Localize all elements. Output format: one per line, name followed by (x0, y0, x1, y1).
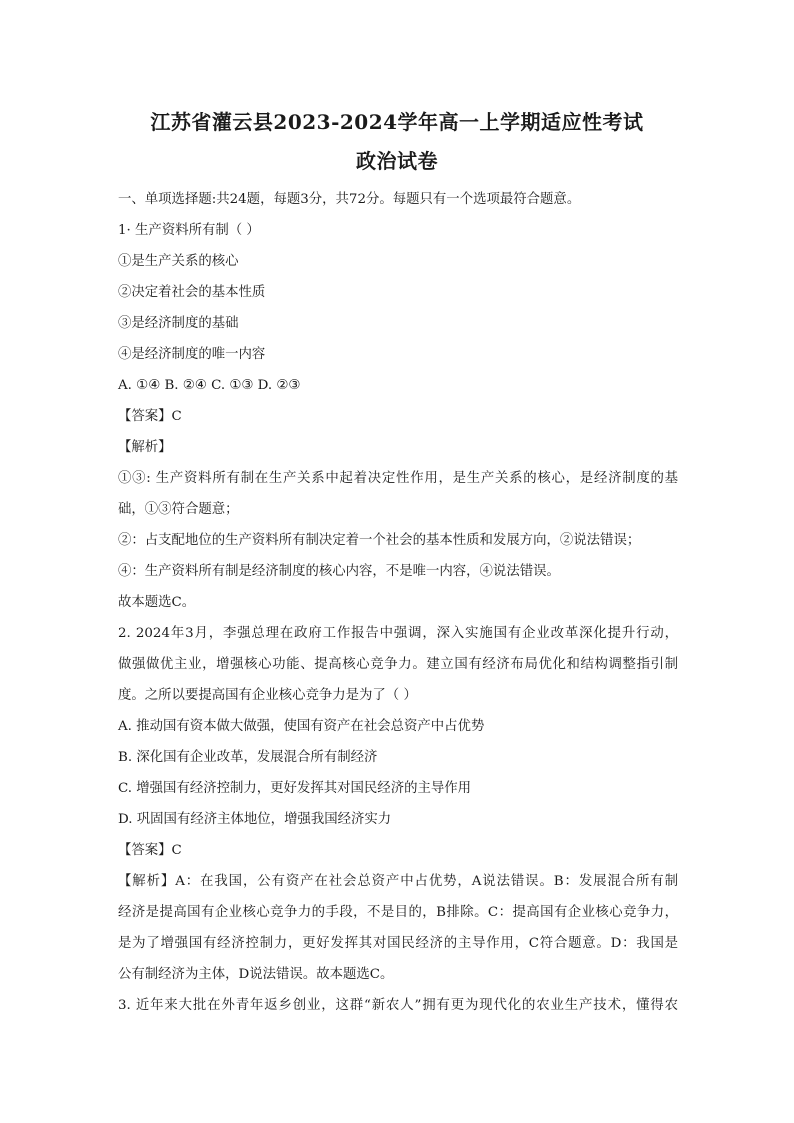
question-1-stem: 1· 生产资料所有制（ ） (118, 223, 260, 238)
question-1-item-1: ①是生产关系的核心 (118, 254, 239, 269)
question-3-stem: 3. 近年来大批在外青年返乡创业，这群“新农人”拥有更为现代化的农业生产技术，懂得农 (118, 998, 678, 1013)
question-1-item-4: ④是经济制度的唯一内容 (118, 347, 266, 362)
question-2-analysis: 公有制经济为主体，D说法错误。故本题选C。 (118, 967, 394, 982)
question-2-stem: 度。之所以要提高国有企业核心竞争力是为了（ ） (118, 688, 417, 703)
question-1-analysis-line: 础，①③符合题意； (118, 502, 239, 517)
question-1-item-3: ③是经济制度的基础 (118, 316, 239, 331)
question-2-answer: 【答案】C (118, 843, 182, 858)
question-2-option-c: C. 增强国有经济控制力，更好发挥其对国民经济的主导作用 (118, 781, 472, 796)
section-heading: 一、单项选择题:共24题，每题3分，共72分。每题只有一个选项最符合题意。 (118, 192, 581, 207)
question-2-stem: 2. 2024年3月，李强总理在政府工作报告中强调，深入实施国有企业改革深化提升行动， (118, 626, 678, 641)
question-1-analysis-label: 【解析】 (118, 440, 172, 455)
question-2-analysis: 是为了增强国有经济控制力，更好发挥其对国民经济的主导作用，C符合题意。D：我国是 (118, 936, 678, 951)
question-1-item-2: ②决定着社会的基本性质 (118, 285, 266, 300)
question-2-option-a: A. 推动国有资本做大做强，使国有资产在社会总资产中占优势 (118, 719, 485, 734)
question-2-option-d: D. 巩固国有经济主体地位，增强我国经济实力 (118, 812, 392, 827)
question-1-options: A. ①④ B. ②④ C. ①③ D. ②③ (118, 378, 301, 393)
document-title: 江苏省灌云县2023-2024学年高一上学期适应性考试 (150, 110, 644, 134)
document-subtitle: 政治试卷 (356, 149, 438, 173)
document-body (118, 184, 678, 1021)
question-1-answer: 【答案】C (118, 409, 182, 424)
question-1-conclusion: 故本题选C。 (118, 595, 196, 610)
question-1-analysis-line: ④：生产资料所有制是经济制度的核心内容，不是唯一内容，④说法错误。 (118, 564, 560, 579)
question-2-analysis: 【解析】A：在我国，公有资产在社会总资产中占优势，A说法错误。B：发展混合所有制 (118, 874, 678, 889)
question-1-analysis-line: ①③: 生产资料所有制在生产关系中起着决定性作用，是生产关系的核心，是经济制度的基 (118, 471, 678, 486)
question-1-analysis-line: ②：占支配地位的生产资料所有制决定着一个社会的基本性质和发展方向，②说法错误； (118, 533, 641, 548)
question-2-stem: 做强做优主业，增强核心功能、提高核心竞争力。建立国有经济布局优化和结构调整指引制 (118, 657, 678, 672)
question-2-option-b: B. 深化国有企业改革，发展混合所有制经济 (118, 750, 378, 765)
question-2-analysis: 经济是提高国有企业核心竞争力的手段，不是目的，B排除。C：提高国有企业核心竞争力， (118, 905, 678, 920)
